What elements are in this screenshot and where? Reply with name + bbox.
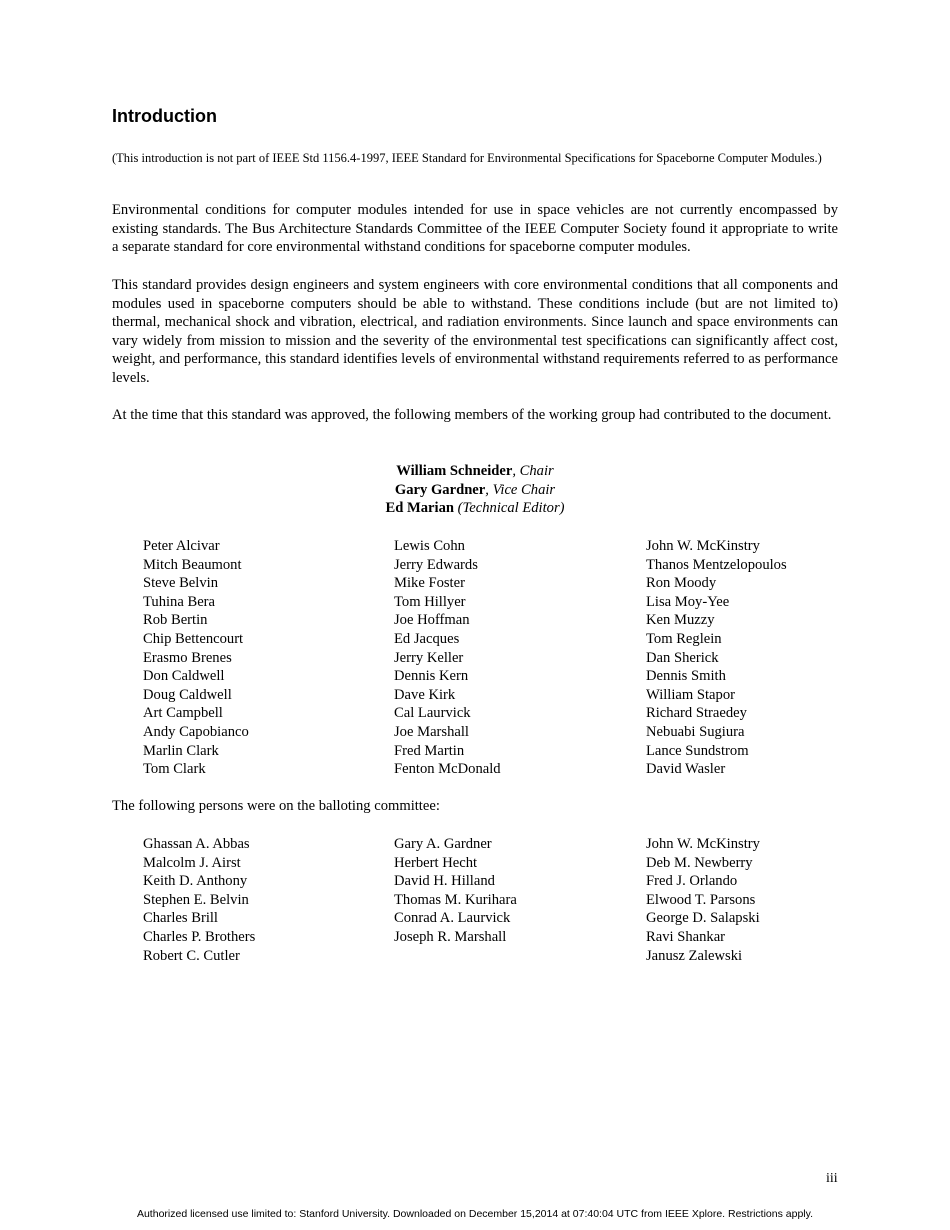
page-number: iii bbox=[826, 1171, 838, 1186]
member-name: Richard Straedey bbox=[646, 705, 747, 722]
member-name: Keith D. Anthony bbox=[143, 873, 248, 890]
member-name: Lance Sundstrom bbox=[646, 742, 749, 759]
officers-block bbox=[112, 462, 838, 518]
officer-role: (Technical Editor) bbox=[453, 500, 565, 517]
member-name: Jerry Edwards bbox=[394, 556, 478, 573]
member-name: Thomas M. Kurihara bbox=[394, 891, 517, 908]
officer-name: Gary Gardner bbox=[394, 481, 486, 498]
member-name: Ed Jacques bbox=[394, 630, 460, 647]
member-name: Deb M. Newberry bbox=[646, 854, 753, 871]
member-name: Ravi Shankar bbox=[646, 928, 726, 945]
member-name: Joseph R. Marshall bbox=[394, 928, 507, 945]
member-name: Herbert Hecht bbox=[394, 854, 478, 871]
member-name: Thanos Mentzelopoulos bbox=[646, 556, 787, 573]
member-name: Nebuabi Sugiura bbox=[646, 723, 745, 740]
member-name: John W. McKinstry bbox=[646, 538, 760, 554]
page-title: Introduction bbox=[112, 106, 217, 126]
member-name: Art Campbell bbox=[143, 705, 223, 722]
member-name: Stephen E. Belvin bbox=[143, 891, 249, 908]
member-name: John W. McKinstry bbox=[646, 836, 760, 852]
member-name: Fred Martin bbox=[394, 742, 465, 759]
member-name: Rob Bertin bbox=[143, 612, 208, 629]
member-name: George D. Salapski bbox=[646, 910, 760, 927]
balloting-committee-column bbox=[646, 835, 760, 965]
member-name: Jerry Keller bbox=[394, 649, 464, 666]
officer-name: William Schneider bbox=[396, 463, 513, 479]
member-name: Ken Muzzy bbox=[646, 612, 715, 629]
balloting-committee-column bbox=[143, 835, 255, 965]
member-name: Tuhina Bera bbox=[143, 593, 216, 610]
member-name: Janusz Zalewski bbox=[646, 947, 743, 964]
member-name: Ghassan A. Abbas bbox=[143, 836, 250, 852]
officer-vice-chair bbox=[112, 481, 838, 500]
member-name: Charles Brill bbox=[143, 910, 218, 927]
intro-note: (This introduction is not part of IEEE Std 1156.4-1997, IEEE Standard for Environmental Specifications for Spaceborne Computer Modules.) bbox=[112, 151, 822, 165]
member-name: Mike Foster bbox=[394, 575, 465, 592]
member-name: Elwood T. Parsons bbox=[646, 891, 756, 908]
member-name: Joe Marshall bbox=[394, 723, 469, 740]
member-name: Mitch Beaumont bbox=[143, 556, 242, 573]
member-name: Robert C. Cutler bbox=[143, 947, 240, 964]
member-name: Cal Laurvick bbox=[394, 705, 471, 722]
member-name: Ron Moody bbox=[646, 575, 717, 592]
member-name: Marlin Clark bbox=[143, 742, 219, 759]
member-name: William Stapor bbox=[646, 686, 735, 703]
license-footer: Authorized licensed use limited to: Stanford University. Downloaded on December 15,2014 at 07:40:04 UTC from IEEE Xplore. Restrictions apply. bbox=[136, 1208, 814, 1220]
paragraph: Environmental conditions for computer modules intended for use in space vehicles are not currently encompassed by existing standards. The Bus Architecture Standards Committee of the IEEE Computer Society found it appropriate to write a separate standard for core environmental withstand conditions for spaceborne computer modules. bbox=[112, 202, 838, 256]
member-name: Dan Sherick bbox=[646, 649, 719, 666]
officer-chair bbox=[112, 462, 838, 481]
member-name: Lewis Cohn bbox=[394, 538, 465, 554]
member-name: Fenton McDonald bbox=[394, 761, 501, 778]
officer-role: , Chair bbox=[512, 463, 554, 479]
officer-technical-editor bbox=[112, 499, 838, 518]
member-name: Doug Caldwell bbox=[143, 686, 232, 703]
member-name: Erasmo Brenes bbox=[143, 649, 232, 666]
member-name: Malcolm J. Airst bbox=[143, 854, 241, 871]
member-name: Andy Capobianco bbox=[143, 723, 249, 740]
member-name: Fred J. Orlando bbox=[646, 873, 738, 890]
member-name: Tom Clark bbox=[143, 761, 206, 778]
working-group-column bbox=[143, 537, 249, 779]
member-name: Steve Belvin bbox=[143, 575, 218, 592]
officer-name: Ed Marian bbox=[385, 500, 454, 517]
member-name: Don Caldwell bbox=[143, 668, 225, 685]
member-name: Charles P. Brothers bbox=[143, 928, 256, 945]
member-name: David H. Hilland bbox=[394, 873, 495, 890]
member-name: Peter Alcivar bbox=[143, 538, 220, 554]
member-name: Dennis Kern bbox=[394, 668, 469, 685]
officer-role: , Vice Chair bbox=[485, 481, 556, 498]
working-group-column bbox=[646, 537, 787, 779]
member-name: Dave Kirk bbox=[394, 686, 456, 703]
member-name: David Wasler bbox=[646, 761, 726, 778]
member-name: Conrad A. Laurvick bbox=[394, 910, 511, 927]
member-name: Dennis Smith bbox=[646, 668, 726, 685]
member-name: Gary A. Gardner bbox=[394, 836, 492, 852]
member-name: Chip Bettencourt bbox=[143, 630, 244, 647]
working-group-column bbox=[394, 537, 501, 779]
paragraph: This standard provides design engineers and system engineers with core environmental conditions that all components and modules used in spaceborne computers should be able to withstand. These conditions include (but are not limited to) thermal, mechanical shock and vibration, electrical, and radiation environments. Since launch and space environments can vary widely from mission to mission and the severity of the environmental test specifications can significantly affect cost, weight, and performance, this standard identifies levels of environmental withstand requirements referred to as performance levels. bbox=[112, 277, 838, 386]
paragraph: At the time that this standard was approved, the following members of the working group had contributed to the document. bbox=[112, 407, 832, 423]
balloting-intro: The following persons were on the balloting committee: bbox=[112, 798, 440, 814]
member-name: Tom Hillyer bbox=[394, 593, 466, 610]
member-name: Joe Hoffman bbox=[394, 612, 470, 629]
member-name: Tom Reglein bbox=[646, 630, 722, 647]
balloting-committee-column bbox=[394, 835, 517, 947]
member-name: Lisa Moy-Yee bbox=[646, 593, 730, 610]
